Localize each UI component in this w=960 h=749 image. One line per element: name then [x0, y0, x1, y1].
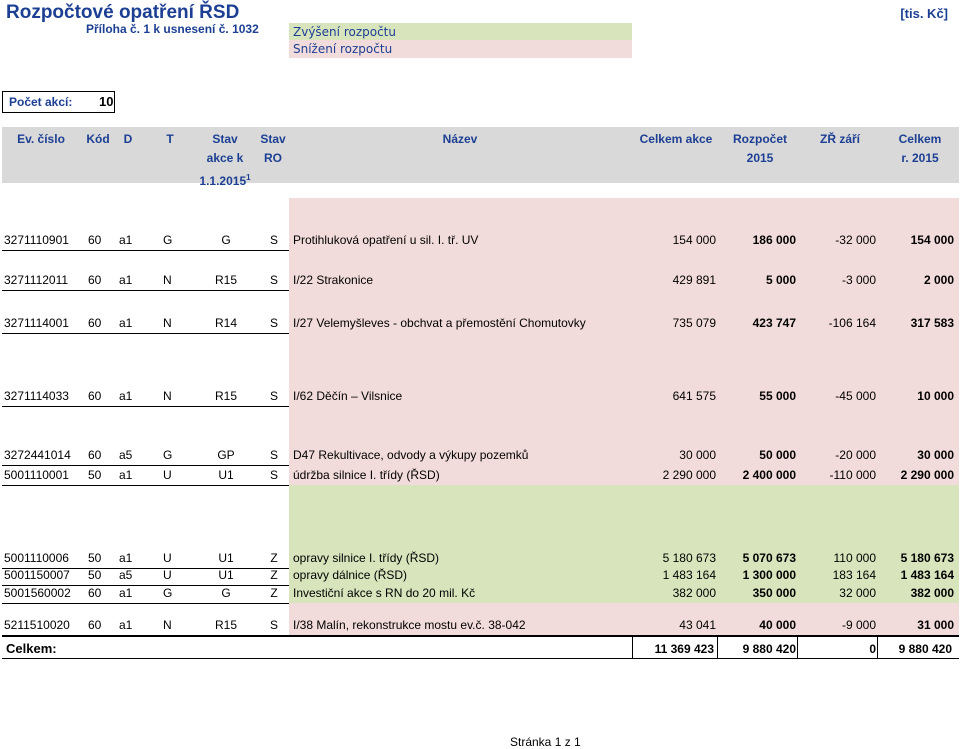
- total-divider: [877, 637, 878, 658]
- cell-nazev: Protihluková opatření u sil. I. tř. UV: [293, 233, 479, 247]
- total-bottom-rule: [2, 658, 959, 659]
- cell-stav1: U1: [218, 468, 234, 482]
- cell-kod: 60: [88, 233, 102, 247]
- cell-t: G: [163, 448, 173, 462]
- cell-nazev: I/22 Strakonice: [293, 273, 374, 287]
- cell-celkem: 2 000: [923, 273, 954, 287]
- cell-celkem: 10 000: [917, 389, 954, 403]
- total-divider: [717, 637, 718, 658]
- total-divider: [797, 637, 798, 658]
- cell-kod: 60: [88, 448, 102, 462]
- cell-rozpocet: 50 000: [759, 448, 796, 462]
- page-subtitle: Příloha č. 1 k usnesení č. 1032: [86, 22, 259, 36]
- cell-ev: 3271112011: [4, 273, 69, 287]
- cell-zr: -20 000: [835, 448, 876, 462]
- cell-celkem-akce: 1 483 164: [662, 568, 716, 582]
- cell-celkem-akce: 429 891: [672, 273, 716, 287]
- cell-rozpocet: 2 400 000: [742, 468, 796, 482]
- cell-zr: -106 164: [828, 316, 876, 330]
- total-rule: [2, 636, 959, 637]
- cell-celkem-akce: 2 290 000: [662, 468, 716, 482]
- cell-nazev: opravy dálnice (ŘSD): [293, 568, 408, 582]
- header-stav-akce-line3: [190, 168, 260, 191]
- cell-stav2: Z: [270, 568, 278, 582]
- cell-stav1: R15: [214, 618, 237, 632]
- cell-ev: 3271114033: [4, 389, 69, 403]
- total-zr: 0: [869, 642, 876, 656]
- header-stav-ro-line2: RO: [264, 151, 282, 165]
- total-label: Celkem:: [6, 641, 57, 656]
- cell-stav1: U1: [218, 568, 234, 582]
- cell-d: a1: [119, 389, 133, 403]
- header-ev: Ev. číslo: [17, 132, 65, 146]
- cell-t: U: [163, 568, 172, 582]
- header-stav-ro: [255, 130, 291, 168]
- cell-stav1: U1: [218, 551, 234, 565]
- cell-stav2: S: [269, 389, 278, 403]
- cell-kod: 60: [88, 586, 102, 600]
- header-stav-akce-line1: Stav: [212, 132, 238, 146]
- total-celkem: 9 880 420: [898, 642, 952, 656]
- cell-stav2: S: [269, 448, 278, 462]
- header-rozpocet-line2: 2015: [746, 151, 774, 165]
- cell-kod: 60: [88, 316, 102, 330]
- cell-celkem: 382 000: [910, 586, 954, 600]
- cell-stav2: S: [269, 273, 278, 287]
- count-value: 10: [99, 94, 114, 109]
- cell-kod: 60: [88, 618, 102, 632]
- cell-rozpocet: 423 747: [752, 316, 796, 330]
- page-title: Rozpočtové opatření ŘSD: [6, 2, 240, 23]
- cell-t: G: [163, 233, 173, 247]
- cell-stav1: G: [221, 586, 231, 600]
- header-celkem: [882, 130, 958, 168]
- cell-celkem: 5 180 673: [900, 551, 954, 565]
- cell-ev: 5001150007: [4, 568, 70, 582]
- cell-celkem: 317 583: [910, 316, 954, 330]
- cell-celkem-akce: 382 000: [672, 586, 716, 600]
- cell-ev: 3272441014: [4, 448, 71, 462]
- cell-kod: 50: [88, 551, 102, 565]
- header-celkem-line2: r. 2015: [901, 151, 939, 165]
- header-stav-akce-line2: akce k: [206, 151, 244, 165]
- cell-rozpocet: 350 000: [752, 586, 796, 600]
- header-kod: Kód: [86, 132, 110, 146]
- cell-celkem-akce: 641 575: [672, 389, 716, 403]
- cell-nazev: I/38 Malín, rekonstrukce mostu ev.č. 38-042: [293, 618, 526, 632]
- cell-t: U: [163, 468, 172, 482]
- page-footer: Stránka 1 z 1: [510, 735, 581, 749]
- cell-stav1: G: [221, 233, 231, 247]
- header-stav-ro-line1: Stav: [260, 132, 286, 146]
- count-label: Počet akcí:: [9, 95, 73, 109]
- cell-celkem: 1 483 164: [900, 568, 954, 582]
- legend-decrease: Snížení rozpočtu: [289, 40, 632, 58]
- header-nazev: Název: [442, 132, 478, 146]
- cell-d: a1: [119, 468, 133, 482]
- header-d: D: [123, 132, 133, 146]
- cell-d: a1: [119, 233, 133, 247]
- cell-d: a5: [119, 568, 133, 582]
- cell-celkem: 2 290 000: [900, 468, 954, 482]
- cell-rozpocet: 55 000: [759, 389, 796, 403]
- header-t: T: [166, 132, 174, 146]
- cell-zr: 32 000: [839, 586, 876, 600]
- cell-rozpocet: 186 000: [752, 233, 796, 247]
- cell-nazev: I/62 Děčín – Vilsnice: [293, 389, 403, 403]
- cell-d: a1: [119, 586, 133, 600]
- total-rozpocet: 9 880 420: [742, 642, 796, 656]
- cell-zr: -110 000: [829, 468, 876, 482]
- cell-stav2: S: [269, 233, 278, 247]
- cell-d: a1: [119, 618, 133, 632]
- header-zr: ZŘ září: [819, 132, 860, 146]
- cell-celkem-akce: 43 041: [679, 618, 716, 632]
- cell-nazev: údržba silnice I. třídy (ŘSD): [293, 468, 440, 482]
- cell-zr: -9 000: [841, 618, 876, 632]
- cell-d: a1: [119, 316, 133, 330]
- cell-zr: 110 000: [833, 551, 876, 565]
- cell-nazev: I/27 Velemyšleves - obchvat a přemostění Chomutovky: [293, 316, 586, 330]
- cell-ev: 5211510020: [4, 618, 70, 632]
- cell-stav2: S: [269, 468, 278, 482]
- cell-t: U: [163, 551, 172, 565]
- cell-rozpocet: 1 300 000: [742, 568, 796, 582]
- cell-ev: 3271110901: [4, 233, 69, 247]
- header-celkem-akce: Celkem akce: [639, 132, 713, 146]
- header-rozpocet-line1: Rozpočet: [733, 132, 787, 146]
- cell-ev: 5001110006: [4, 551, 69, 565]
- cell-kod: 50: [88, 468, 102, 482]
- header-stav-akce: [190, 130, 260, 191]
- cell-stav1: R15: [214, 389, 237, 403]
- cell-ev: 5001560002: [4, 586, 71, 600]
- cell-stav2: Z: [270, 586, 278, 600]
- cell-zr: -3 000: [841, 273, 876, 287]
- cell-celkem-akce: 30 000: [679, 448, 716, 462]
- cell-d: a1: [119, 551, 133, 565]
- cell-celkem: 154 000: [910, 233, 954, 247]
- cell-stav2: S: [269, 316, 278, 330]
- cell-stav2: S: [269, 618, 278, 632]
- cell-rozpocet: 5 070 673: [742, 551, 796, 565]
- cell-kod: 50: [88, 568, 102, 582]
- cell-zr: 183 164: [832, 568, 876, 582]
- cell-nazev: opravy silnice I. třídy (ŘSD): [293, 551, 440, 565]
- header-rozpocet: [725, 130, 795, 168]
- header-footnote-mark: 1: [246, 173, 251, 182]
- cell-celkem: 31 000: [917, 618, 954, 632]
- cell-d: a5: [119, 448, 133, 462]
- cell-zr: -45 000: [835, 389, 876, 403]
- cell-stav1: R14: [214, 316, 237, 330]
- cell-nazev: Investiční akce s RN do 20 mil. Kč: [293, 586, 476, 600]
- total-divider: [632, 637, 633, 658]
- cell-rozpocet: 40 000: [759, 618, 796, 632]
- cell-celkem-akce: 5 180 673: [662, 551, 716, 565]
- cell-t: N: [163, 273, 172, 287]
- cell-zr: -32 000: [835, 233, 876, 247]
- cell-rozpocet: 5 000: [765, 273, 796, 287]
- cell-nazev: D47 Rekultivace, odvody a výkupy pozemků: [293, 448, 529, 462]
- cell-t: N: [163, 389, 172, 403]
- cell-celkem-akce: 735 079: [672, 316, 716, 330]
- cell-celkem: 30 000: [917, 448, 954, 462]
- cell-ev: 5001110001: [4, 468, 69, 482]
- cell-d: a1: [119, 273, 133, 287]
- cell-t: G: [163, 586, 173, 600]
- header-stav-akce-date: 1.1.2015: [199, 174, 247, 188]
- cell-t: N: [163, 618, 172, 632]
- total-celkem-akce: 11 369 423: [654, 642, 714, 656]
- cell-celkem-akce: 154 000: [672, 233, 716, 247]
- cell-t: N: [163, 316, 172, 330]
- unit-label: [tis. Kč]: [900, 6, 948, 21]
- count-box: [2, 91, 115, 113]
- legend-increase: Zvýšení rozpočtu: [289, 23, 632, 41]
- header-celkem-line1: Celkem: [898, 132, 942, 146]
- cell-stav2: Z: [270, 551, 278, 565]
- cell-kod: 60: [88, 389, 102, 403]
- cell-stav1: GP: [217, 448, 235, 462]
- cell-ev: 3271114001: [4, 316, 69, 330]
- cell-stav1: R15: [214, 273, 237, 287]
- cell-kod: 60: [88, 273, 102, 287]
